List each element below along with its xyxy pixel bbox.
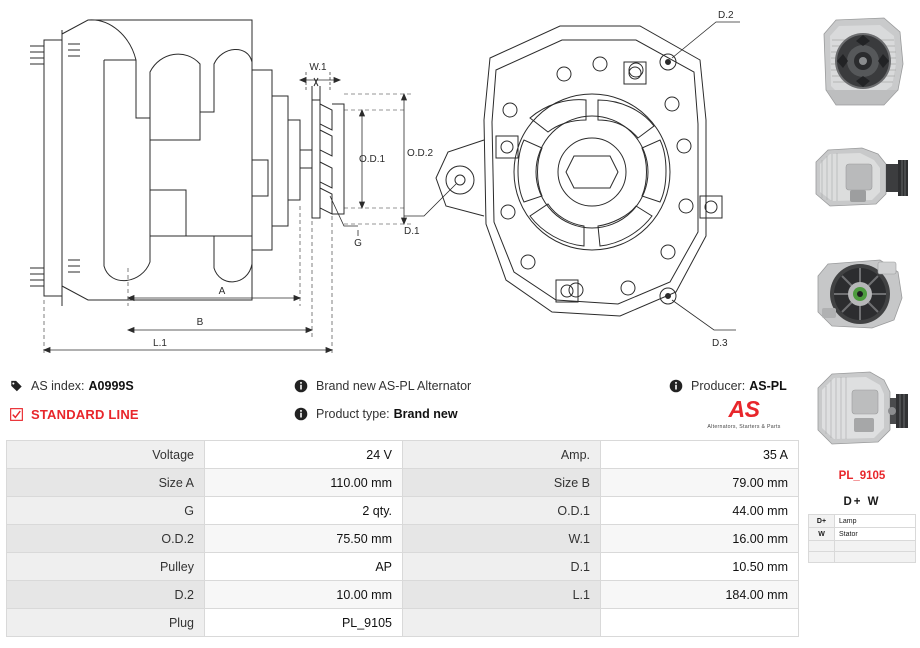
drawing-canvas (0, 0, 800, 368)
svg-text:L.1: L.1 (153, 338, 167, 349)
producer-value: AS-PL (749, 379, 787, 393)
spec-value: 10.00 mm (205, 581, 403, 609)
spec-value: 184.00 mm (601, 581, 799, 609)
info-row-2 (8, 396, 798, 428)
terminal-value: Lamp (835, 515, 916, 528)
terminals-table (808, 514, 916, 563)
svg-text:W.1: W.1 (309, 62, 327, 73)
spec-key: O.D.2 (7, 525, 205, 553)
spec-value: 2 qty. (205, 497, 403, 525)
svg-text:G: G (354, 238, 362, 249)
table-row (809, 528, 916, 541)
spec-key: G (7, 497, 205, 525)
table-row (7, 553, 799, 581)
terminal-key: W (809, 528, 835, 541)
product-type-label: Product type: (316, 407, 390, 421)
spec-key: Voltage (7, 441, 205, 469)
terminal-key: D+ (809, 515, 835, 528)
spec-value: 24 V (205, 441, 403, 469)
spec-value: 16.00 mm (601, 525, 799, 553)
info-icon (668, 378, 684, 394)
svg-text:O.D.1: O.D.1 (358, 154, 386, 165)
svg-text:B: B (196, 317, 204, 328)
spec-key: Plug (7, 609, 205, 637)
product-info-bar (8, 372, 798, 434)
as-index-cell (8, 378, 293, 394)
alternator-photo-rear[interactable] (806, 236, 918, 348)
spec-key: D.2 (7, 581, 205, 609)
specification-table (6, 440, 799, 637)
as-index-label: AS index: (31, 379, 85, 393)
table-row (7, 497, 799, 525)
spec-key: Amp. (403, 441, 601, 469)
terminal-value: Stator (835, 528, 916, 541)
standard-line-label: STANDARD LINE (31, 406, 139, 422)
brand-cell (293, 378, 668, 394)
product-type-cell (293, 406, 668, 422)
as-index-value: A0999S (88, 379, 134, 393)
svg-text:O.D.2: O.D.2 (406, 148, 434, 159)
aspl-logo-mark: AS (728, 396, 760, 422)
spec-key: Pulley (7, 553, 205, 581)
spec-value: 110.00 mm (205, 469, 403, 497)
table-row (7, 609, 799, 637)
aspl-logo-subtitle: Alternators, Starters & Parts (707, 424, 781, 430)
table-row-blank (809, 541, 916, 552)
spec-key: L.1 (403, 581, 601, 609)
table-row-blank (809, 552, 916, 563)
spec-key: O.D.1 (403, 497, 601, 525)
spec-value-empty (601, 609, 799, 637)
spec-value: 10.50 mm (601, 553, 799, 581)
info-row-1 (8, 372, 798, 400)
brand-label: Brand new AS-PL Alternator (316, 379, 472, 393)
spec-key: D.1 (403, 553, 601, 581)
spec-value: PL_9105 (205, 609, 403, 637)
info-icon (293, 378, 309, 394)
technical-drawings (0, 0, 800, 368)
alternator-photo-angle[interactable] (806, 352, 918, 464)
tag-icon (8, 378, 24, 394)
alternator-photo-front[interactable] (806, 4, 918, 116)
spec-key: Size B (403, 469, 601, 497)
info-icon (293, 406, 309, 422)
checkbox-checked-icon (8, 406, 24, 422)
alternator-photo-side[interactable] (806, 120, 918, 232)
table-row (7, 525, 799, 553)
label-d2: D.2 (718, 10, 734, 21)
spec-key-empty (403, 609, 601, 637)
product-photos (806, 4, 918, 563)
table-row (7, 581, 799, 609)
standard-line-cell (8, 406, 293, 422)
terminals-title: D+ W (843, 496, 881, 508)
aspl-logo (696, 398, 792, 430)
spec-value: AP (205, 553, 403, 581)
table-row (809, 515, 916, 528)
table-row (7, 469, 799, 497)
spec-value: 75.50 mm (205, 525, 403, 553)
product-type-value: Brand new (393, 407, 458, 421)
spec-value: 35 A (601, 441, 799, 469)
producer-label: Producer: (691, 379, 746, 393)
spec-key: W.1 (403, 525, 601, 553)
table-row (7, 441, 799, 469)
label-d3: D.3 (712, 338, 728, 349)
label-d1: D.1 (404, 226, 420, 237)
spec-value: 44.00 mm (601, 497, 799, 525)
plug-code-label: PL_9105 (838, 470, 886, 482)
spec-value: 79.00 mm (601, 469, 799, 497)
spec-key: Size A (7, 469, 205, 497)
svg-text:A: A (218, 286, 226, 297)
producer-cell (668, 378, 798, 394)
